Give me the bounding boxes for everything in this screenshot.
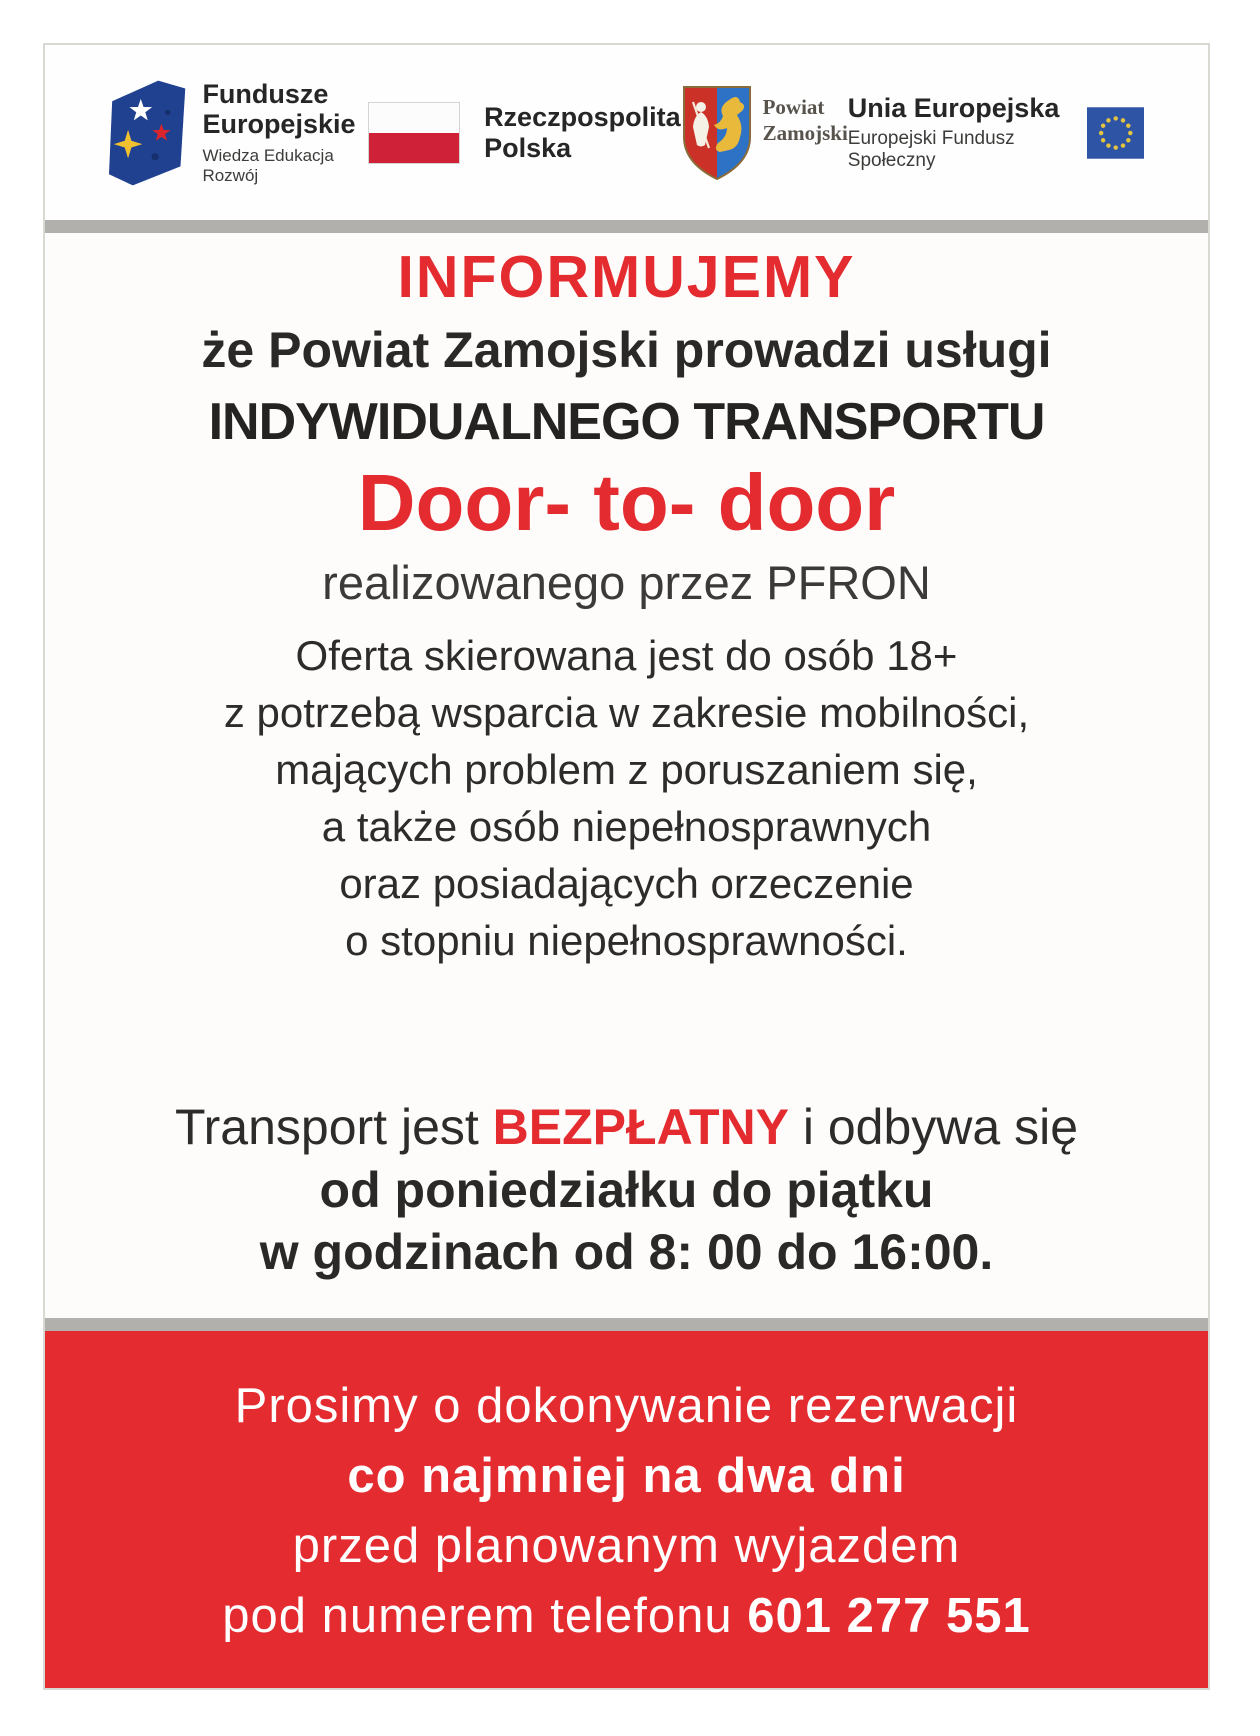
poster-frame xyxy=(43,43,1210,1690)
poland-text-line1: Rzeczpospolita xyxy=(484,101,681,132)
separator-bar-top xyxy=(45,220,1208,233)
poland-flag-icon xyxy=(368,102,460,164)
reservation-banner xyxy=(45,1331,1208,1688)
phone-number: 601 277 551 xyxy=(747,1589,1031,1643)
service-name-door-to-door: Door- to- door xyxy=(357,458,896,547)
offer-line: z potrzebą wsparcia w zakresie mobilności, xyxy=(223,689,1030,736)
powiat-text-line2: Zamojski xyxy=(762,120,848,145)
eu-title: Unia Europejska xyxy=(847,93,1060,123)
separator-bar-bottom xyxy=(45,1318,1208,1331)
fundusze-title-line2: Europejskie xyxy=(202,109,356,139)
transport-suffix: i odbywa się xyxy=(788,1099,1079,1155)
powiat-logo-text xyxy=(763,94,848,146)
eu-subtitle: Europejski Fundusz Społeczny xyxy=(847,128,1015,171)
transport-prefix: Transport jest xyxy=(174,1099,493,1155)
offer-line: mających problem z poruszaniem się, xyxy=(275,746,978,793)
fundusze-subtitle: Wiedza Edukacja Rozwój xyxy=(202,146,334,185)
schedule-days-line: od poniedziałku do piątku xyxy=(319,1162,934,1218)
heading-informujemy: INFORMUJEMY xyxy=(397,244,856,310)
realized-by-line: realizowanego przez PFRON xyxy=(322,556,931,609)
schedule-hours-line: w godzinach od 8: 00 do 16:00. xyxy=(259,1224,994,1280)
eu-logo-text xyxy=(848,93,1071,172)
reservation-line2: co najmniej na dwa dni xyxy=(347,1449,906,1503)
powiat-zamojski-logo xyxy=(681,84,848,182)
fundusze-europejskie-logo xyxy=(109,69,368,197)
powiat-zamojski-crest-icon xyxy=(681,84,753,182)
rzeczpospolita-polska-logo xyxy=(368,102,681,164)
offer-line: oraz posiadających orzeczenie xyxy=(339,860,914,907)
fundusze-logo-text xyxy=(202,79,368,186)
reservation-line3: przed planowanym wyjazdem xyxy=(292,1519,961,1573)
powiat-text-line1: Powiat xyxy=(762,94,825,119)
eu-flag-icon xyxy=(1087,103,1144,163)
poland-text-line2: Polska xyxy=(484,132,572,163)
offer-line: o stopniu niepełnosprawności. xyxy=(345,917,908,964)
offer-paragraph xyxy=(45,627,1208,969)
transport-highlight-bezplatny: BEZPŁATNY xyxy=(492,1099,789,1155)
reservation-phone-line xyxy=(45,1581,1208,1651)
unia-europejska-logo xyxy=(848,93,1144,172)
offer-line: a także osób niepełnosprawnych xyxy=(321,803,932,850)
subheading: że Powiat Zamojski prowadzi usługi xyxy=(201,322,1052,378)
transport-free-line xyxy=(45,1095,1208,1159)
fundusze-title-line1: Fundusze xyxy=(202,79,329,109)
offer-line: Oferta skierowana jest do osób 18+ xyxy=(295,632,958,679)
announcement-body xyxy=(45,233,1208,1318)
reservation-line1: Prosimy o dokonywanie rezerwacji xyxy=(234,1379,1019,1433)
service-caps: INDYWIDUALNEGO TRANSPORTU xyxy=(208,393,1045,451)
poland-logo-text xyxy=(484,102,681,164)
fundusze-europejskie-flag-icon xyxy=(109,69,188,197)
phone-prefix: pod numerem telefonu xyxy=(222,1589,748,1643)
funding-logos-header xyxy=(45,45,1208,220)
